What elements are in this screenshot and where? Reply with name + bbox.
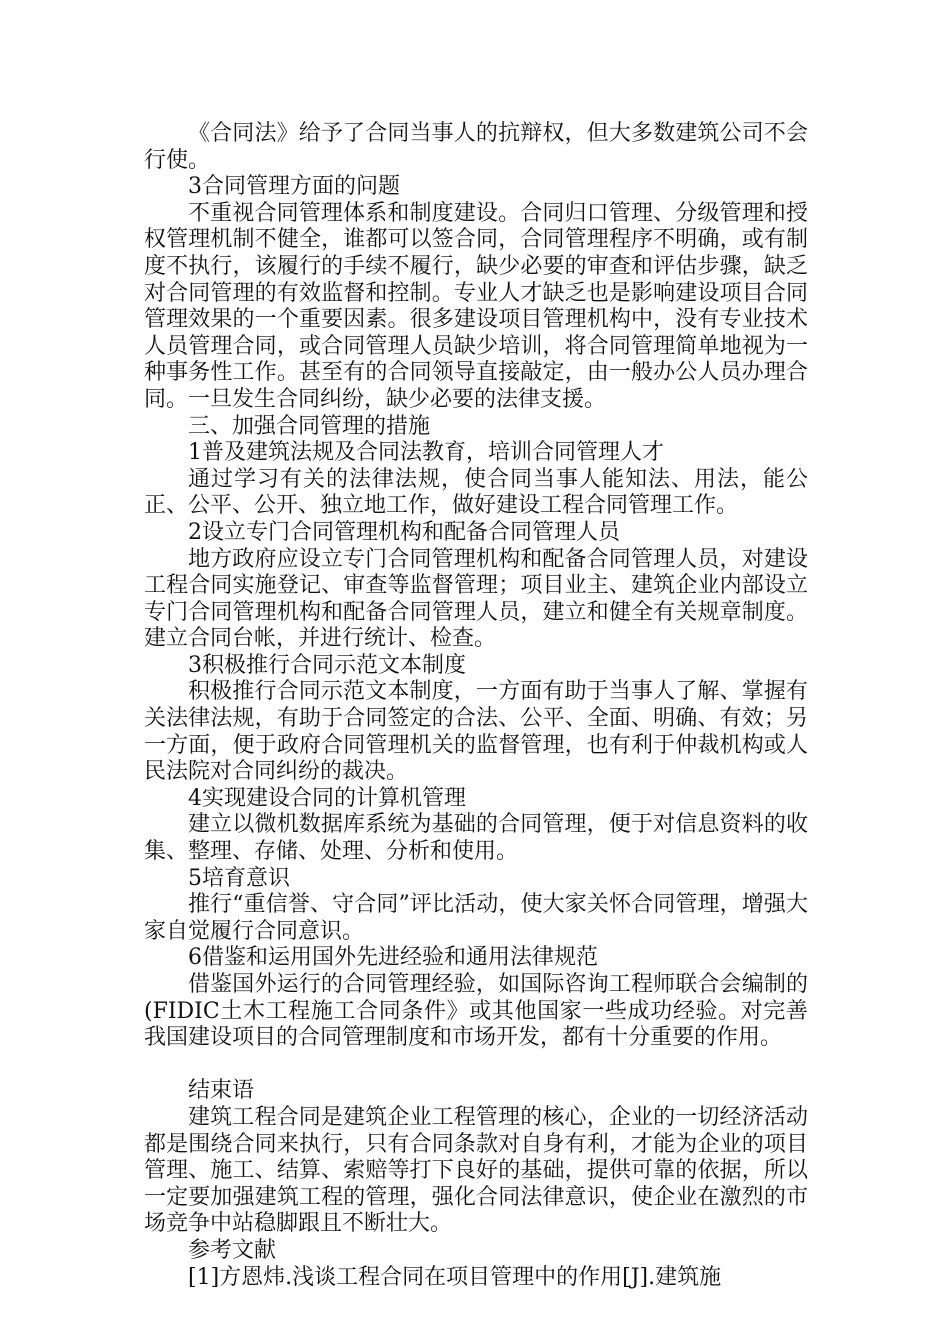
section-heading: 三、加强合同管理的措施 [188, 413, 431, 439]
paragraph: 推行“重信誉、守合同”评比活动，使大家关怀合同管理，增强大家自觉履行合同意识。 [144, 892, 808, 944]
subsection-heading: 5培育意识 [188, 865, 290, 891]
conclusion-title: 结束语 [188, 1078, 255, 1104]
subsection-heading: 4实现建设合同的计算机管理 [188, 785, 466, 811]
reference-item: [1]方恩炜.浅谈工程合同在项目管理中的作用[J].建筑施 [188, 1264, 722, 1290]
document-body [144, 121, 808, 1291]
subsection-heading: 3积极推行合同示范文本制度 [188, 652, 466, 678]
paragraph: 通过学习有关的法律法规，使合同当事人能知法、用法，能公正、公平、公开、独立地工作，做好建设工程合同管理工作。 [144, 466, 808, 519]
subsection-heading: 1普及建筑法规及合同法教育，培训合同管理人才 [188, 440, 664, 466]
references-title: 参考文献 [188, 1237, 277, 1263]
paragraph: 借鉴国外运行的合同管理经验，如国际咨询工程师联合会编制的(FIDIC土木工程施工合同条件》或其他国家一些成功经验。对完善我国建设项目的合同管理制度和市场开发，都有十分重要的作用。 [144, 972, 808, 1051]
paragraph: 积极推行合同示范文本制度，一方面有助于当事人了解、掌握有关法律法规，有助于合同签定的合法、公平、全面、明确、有效；另一方面，便于政府合同管理机关的监督管理，也有利于仲裁机构或人民法院对合同纠纷的裁决。 [144, 679, 808, 785]
subsection-heading: 2设立专门合同管理机构和配备合同管理人员 [188, 519, 620, 545]
paragraph: 《合同法》给予了合同当事人的抗辩权，但大多数建筑公司不会行使。 [144, 121, 808, 173]
paragraph: 建立以微机数据库系统为基础的合同管理，便于对信息资料的收集、整理、存储、处理、分析和使用。 [144, 812, 808, 865]
paragraph: 地方政府应设立专门合同管理机构和配备合同管理人员，对建设工程合同实施登记、审查等监督管理；项目业主、建筑企业内部设立专门合同管理机构和配备合同管理人员，建立和健全有关规章制度。建立合同台帐，并进行统计、检查。 [144, 546, 808, 652]
conclusion-text: 建筑工程合同是建筑企业工程管理的核心，企业的一切经济活动都是围绕合同来执行，只有合同条款对自身有利，才能为企业的项目管理、施工、结算、索赔等打下良好的基础，提供可靠的依据，所以一定要加强建筑工程的管理，强化合同法律意识，使企业在激烈的市场竞争中站稳脚跟且不断壮大。 [144, 1104, 808, 1237]
blank-line [144, 1052, 808, 1079]
section-heading: 3合同管理方面的问题 [188, 174, 400, 200]
subsection-heading: 6借鉴和运用国外先进经验和通用法律规范 [188, 945, 598, 971]
paragraph: 不重视合同管理体系和制度建设。合同归口管理、分级管理和授权管理机制不健全，谁都可以签合同，合同管理程序不明确，或有制度不执行，该履行的手续不履行，缺少必要的审查和评估步骤，缺乏对合同管理的有效监督和控制。专业人才缺乏也是影响建设项目合同管理效果的一个重要因素。很多建设项目管理机构中，没有专业技术人员管理合同，或合同管理人员缺少培训，将合同管理简单地视为一种事务性工作。甚至有的合同领导直接敲定，由一般办公人员办理合同。一旦发生合同纠纷，缺少必要的法律支援。 [144, 200, 808, 412]
